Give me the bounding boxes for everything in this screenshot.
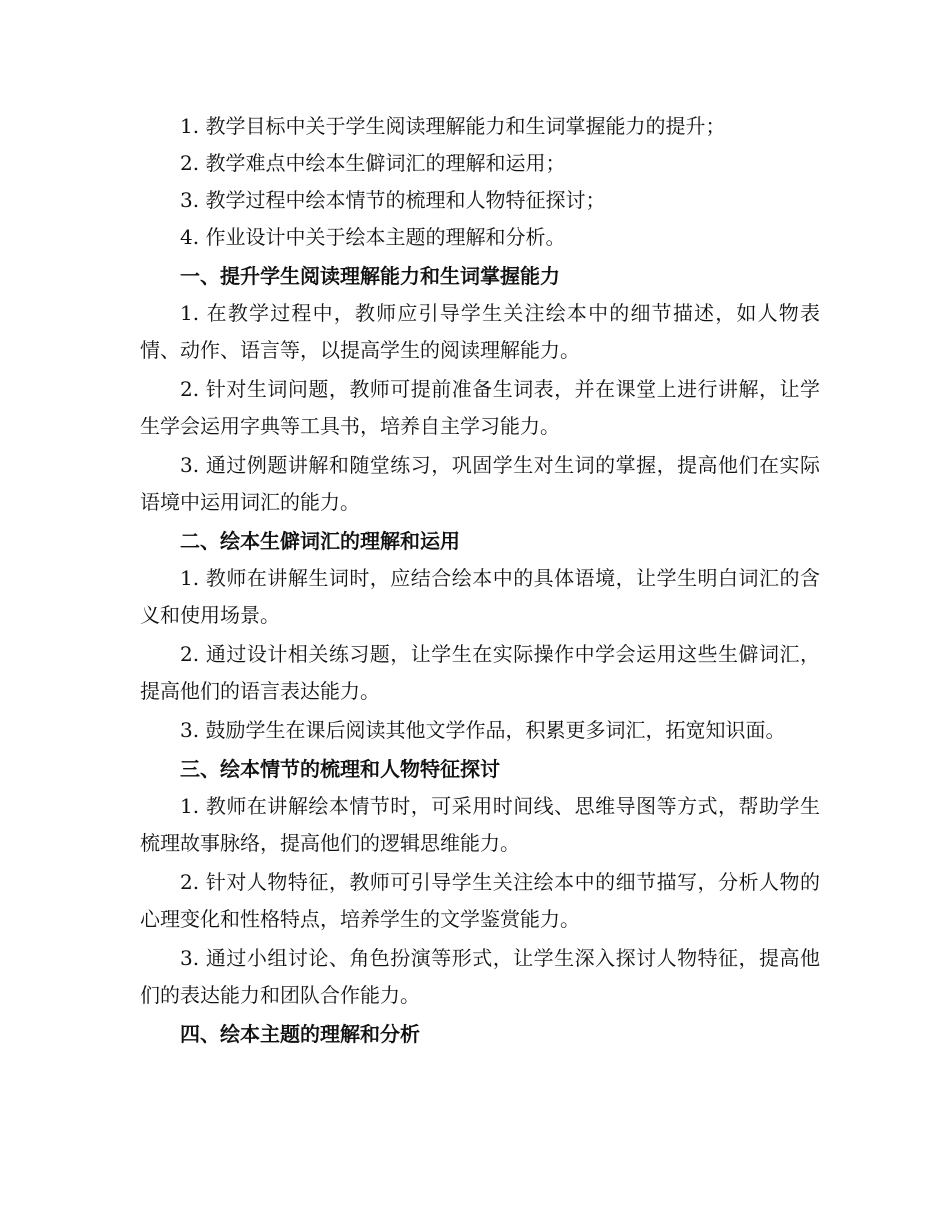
section-paragraph: 1. 在教学过程中，教师应引导学生关注绘本中的细节描述，如人物表情、动作、语言等，以提高学生的阅读理解能力。 [140,301,820,362]
section-1 [140,258,820,521]
section-heading: 四、绘本主题的理解和分析 [180,1022,420,1046]
section-4 [140,1016,820,1053]
section-2 [140,523,820,749]
section-heading: 三、绘本情节的梳理和人物特征探讨 [180,757,500,781]
section-paragraph: 1. 教师在讲解绘本情节时，可采用时间线、思维导图等方式，帮助学生梳理故事脉络，提高他们的逻辑思维能力。 [140,794,820,855]
section-paragraph: 1. 教师在讲解生词时，应结合绘本中的具体语境，让学生明白词汇的含义和使用场景。 [140,566,820,627]
section-3 [140,751,820,1014]
intro-item: 4. 作业设计中关于绘本主题的理解和分析。 [180,225,566,249]
document-body [140,108,820,1053]
intro-item: 3. 教学过程中绘本情节的梳理和人物特征探讨； [180,188,606,212]
intro-item: 1. 教学目标中关于学生阅读理解能力和生词掌握能力的提升； [180,114,726,138]
section-paragraph: 2. 针对人物特征，教师可引导学生关注绘本中的细节描写，分析人物的心理变化和性格特点，培养学生的文学鉴赏能力。 [140,870,820,931]
intro-item: 2. 教学难点中绘本生僻词汇的理解和运用； [180,151,566,175]
section-paragraph: 2. 通过设计相关练习题，让学生在实际操作中学会运用这些生僻词汇，提高他们的语言表达能力。 [140,642,820,703]
section-paragraph: 3. 鼓励学生在课后阅读其他文学作品，积累更多词汇，拓宽知识面。 [180,718,786,742]
section-heading: 一、提升学生阅读理解能力和生词掌握能力 [180,264,560,288]
intro-list [140,108,820,256]
section-paragraph: 3. 通过例题讲解和随堂练习，巩固学生对生词的掌握，提高他们在实际语境中运用词汇的能力。 [140,453,820,514]
section-paragraph: 3. 通过小组讨论、角色扮演等形式，让学生深入探讨人物特征，提高他们的表达能力和团队合作能力。 [140,946,820,1007]
section-paragraph: 2. 针对生词问题，教师可提前准备生词表，并在课堂上进行讲解，让学生学会运用字典等工具书，培养自主学习能力。 [140,377,820,438]
section-heading: 二、绘本生僻词汇的理解和运用 [180,529,460,553]
